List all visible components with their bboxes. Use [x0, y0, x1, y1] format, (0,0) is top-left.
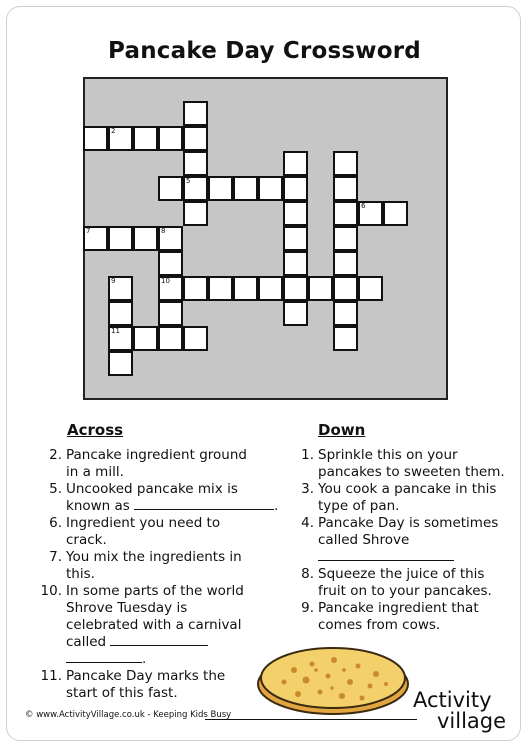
crossword-cell[interactable]	[183, 151, 208, 176]
crossword-cell[interactable]	[208, 276, 233, 301]
crossword-cell[interactable]	[333, 151, 358, 176]
clue-number: 6	[361, 202, 366, 210]
crossword-cell[interactable]	[258, 176, 283, 201]
crossword-cell[interactable]	[158, 176, 183, 201]
clue-across-10: 10. In some parts of the world Shrove Tuesday is celebrated with a carnival called .	[40, 583, 244, 667]
answer-blank	[66, 661, 142, 663]
crossword-cell[interactable]	[283, 301, 308, 326]
crossword-cell[interactable]	[283, 276, 308, 301]
footer-divider	[205, 719, 417, 720]
clue-number: 5	[186, 177, 191, 185]
activity-village-logo: Activity village	[413, 688, 507, 733]
crossword-cell[interactable]	[333, 301, 358, 326]
crossword-cell[interactable]	[108, 351, 133, 376]
crossword-cell[interactable]	[133, 226, 158, 251]
footer-copyright: © www.ActivityVillage.co.uk - Keeping Kids Busy	[25, 710, 232, 720]
down-heading: Down	[318, 421, 366, 439]
crossword-cell[interactable]	[108, 126, 133, 151]
clue-down-1: 1. Sprinkle this on your pancakes to sweeten them.	[301, 447, 505, 480]
answer-blank	[318, 559, 454, 561]
crossword-cell[interactable]	[333, 276, 358, 301]
crossword-cell[interactable]	[183, 276, 208, 301]
crossword-cell[interactable]	[83, 226, 108, 251]
crossword-cell[interactable]	[183, 176, 208, 201]
clue-across-2: 2. Pancake ingredient ground in a mill.	[49, 447, 247, 480]
clue-number: 10	[161, 277, 170, 285]
page-title: Pancake Day Crossword	[108, 38, 421, 64]
answer-blank	[134, 508, 274, 510]
crossword-cell[interactable]	[183, 326, 208, 351]
across-clues	[40, 447, 281, 702]
answer-blank	[110, 644, 208, 646]
across-heading: Across	[67, 421, 124, 439]
clue-down-9: 9. Pancake ingredient that comes from cows.	[301, 600, 479, 633]
clue-number: 2	[111, 127, 116, 135]
clue-number: 11	[111, 327, 120, 335]
crossword-cell[interactable]	[208, 176, 233, 201]
crossword-cell[interactable]	[108, 276, 133, 301]
crossword-cell[interactable]	[358, 201, 383, 226]
crossword-cell[interactable]	[108, 226, 133, 251]
crossword-cell[interactable]	[283, 176, 308, 201]
clue-across-5: 5. Uncooked pancake mix is known as .	[49, 481, 279, 514]
crossword-cell[interactable]	[133, 126, 158, 151]
crossword-cell[interactable]	[158, 226, 183, 251]
crossword-cell[interactable]	[183, 126, 208, 151]
crossword-cell[interactable]	[183, 201, 208, 226]
clue-across-11: 11. Pancake Day marks the start of this fast.	[40, 668, 226, 701]
crossword-cell[interactable]	[108, 326, 133, 351]
crossword-cell[interactable]	[283, 151, 308, 176]
clue-number: 9	[111, 277, 116, 285]
crossword-cell[interactable]	[183, 101, 208, 126]
crossword-cell[interactable]	[83, 126, 108, 151]
crossword-cell[interactable]	[158, 301, 183, 326]
crossword-cell[interactable]	[358, 276, 383, 301]
clue-number: 7	[86, 227, 91, 235]
crossword-cell[interactable]	[158, 326, 183, 351]
clue-across-7: 7. You mix the ingredients in this.	[49, 549, 242, 582]
crossword-cell[interactable]	[158, 126, 183, 151]
crossword-cell[interactable]	[258, 276, 283, 301]
crossword-cell[interactable]	[283, 226, 308, 251]
crossword-cell[interactable]	[333, 226, 358, 251]
clue-down-3: 3. You cook a pancake in this type of pan.	[301, 481, 497, 514]
crossword-cell[interactable]	[283, 201, 308, 226]
crossword-cell[interactable]	[333, 176, 358, 201]
clue-number: 8	[161, 227, 166, 235]
crossword-cell[interactable]	[333, 326, 358, 351]
down-clues	[301, 447, 518, 634]
crossword-cell[interactable]	[308, 276, 333, 301]
crossword-cell[interactable]	[133, 326, 158, 351]
clue-down-4: 4. Pancake Day is sometimes called Shrove	[318, 515, 518, 566]
crossword-cell[interactable]	[158, 251, 183, 276]
crossword-cell[interactable]	[283, 251, 308, 276]
crossword-cell[interactable]	[333, 251, 358, 276]
pancake-illustration	[254, 640, 412, 718]
clue-across-6: 6. Ingredient you need to crack.	[49, 515, 221, 548]
crossword-cell[interactable]	[333, 201, 358, 226]
crossword-cell[interactable]	[108, 301, 133, 326]
crossword-cell[interactable]	[383, 201, 408, 226]
crossword-cell[interactable]	[158, 276, 183, 301]
crossword-cell[interactable]	[233, 176, 258, 201]
crossword-cell[interactable]	[233, 276, 258, 301]
clue-down-8: 8. Squeeze the juice of this fruit on to your pancakes.	[301, 566, 492, 599]
